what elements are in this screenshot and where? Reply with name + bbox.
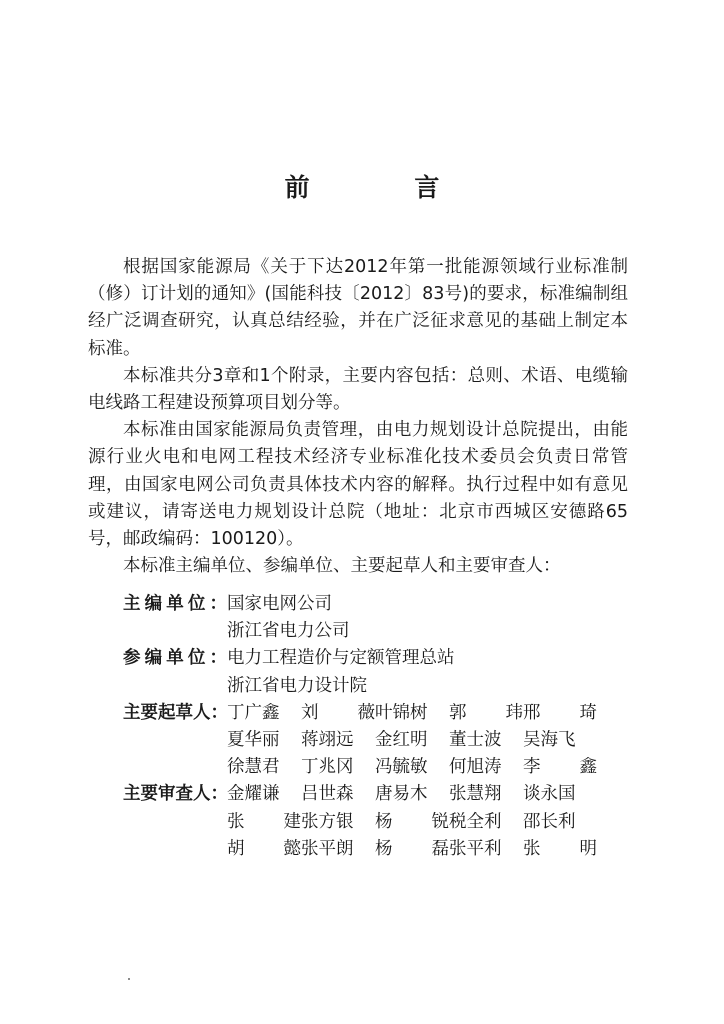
drafter-name: 夏 华 丽 (227, 729, 280, 750)
drafter-name: 叶 锦 树 (375, 702, 428, 723)
chief-editor-label: 主 编 单 位 ： (123, 594, 227, 614)
page-title: 前 言 (284, 173, 488, 202)
reviewer-label: 主 要 审 查 人 ： (123, 784, 228, 805)
co-editor-row (123, 673, 597, 700)
drafter-name: 冯 毓 敏 (375, 757, 428, 778)
preface-body (88, 254, 628, 580)
reviewer-row (123, 781, 597, 808)
chief-editor-row (123, 591, 597, 618)
reviewer-name: 张 平 朗 (301, 838, 354, 859)
drafter-name: 吴 海 飞 (523, 729, 576, 750)
chief-editor-org: 浙江省电力公司 (227, 621, 350, 642)
drafter-name: 何 旭 涛 (449, 757, 502, 778)
staff-list (123, 591, 597, 863)
drafter-name: 邢 琦 (523, 702, 597, 723)
reviewer-name: 张 平 利 (449, 838, 502, 859)
drafter-name: 丁 兆 冈 (301, 757, 354, 778)
co-editor-org: 电力工程造价与定额管理总站 (227, 648, 455, 669)
reviewer-row (123, 809, 597, 836)
drafter-name: 李 鑫 (523, 757, 597, 778)
reviewer-name: 张 明 (523, 838, 597, 859)
reviewer-row (123, 836, 597, 863)
reviewer-name: 唐 易 木 (375, 784, 428, 805)
reviewer-name: 吕 世 森 (301, 784, 354, 805)
drafter-name: 金 红 明 (375, 729, 428, 750)
drafter-name: 徐 慧 君 (227, 757, 280, 778)
reviewer-name: 杨 磊 (375, 838, 449, 859)
chief-editor-org: 国家电网公司 (227, 594, 332, 614)
reviewer-name: 谈 永 国 (523, 784, 576, 805)
paragraph-management: 本标准由国家能源局负责管理，由电力规划设计总院提出，由能源行业火电和电网工程技术经济专业标准化技术委员会负责日常管理，由国家电网公司负责具体技术内容的解释。执行过程中如有意见或建议，请寄送电力规划设计总院（地址：北京市西城区安德路65号，邮政编码：100120）。 (88, 420, 628, 550)
reviewer-name: 金 耀 谦 (227, 784, 280, 805)
co-editor-row (123, 645, 597, 672)
reviewer-name: 杨 锐 (375, 811, 449, 832)
drafter-row (123, 700, 597, 727)
reviewer-name: 胡 懿 (227, 838, 301, 859)
drafter-label: 主 要 起 草 人 ： (123, 702, 228, 723)
drafter-name: 丁 广 鑫 (227, 702, 280, 723)
drafter-row (123, 727, 597, 754)
reviewer-name: 张 慧 翔 (449, 784, 502, 805)
people-list (123, 700, 597, 863)
reviewer-name: 邵 长 利 (523, 811, 576, 832)
drafter-name: 董 士 波 (449, 729, 502, 750)
co-editor-label: 参 编 单 位 ： (123, 648, 227, 669)
paragraph-basis: 根据国家能源局《关于下达2012年第一批能源领域行业标准制（修）订计划的通知》(国能科技〔2012〕83号)的要求，标准编制组经广泛调查研究，认真总结经验，并在广泛征求意见的基础上制定本标准。 (88, 257, 628, 359)
page-speck (128, 978, 130, 980)
reviewer-name: 税 全 利 (449, 811, 502, 832)
drafter-row (123, 754, 597, 781)
paragraph-structure: 本标准共分3章和1个附录，主要内容包括：总则、术语、电缆输电线路工程建设预算项目划分等。 (88, 365, 628, 414)
drafter-name: 郭 玮 (449, 702, 523, 723)
reviewer-name: 张 方 银 (301, 811, 354, 832)
chief-editor-row (123, 618, 597, 645)
paragraph-intro-staff: 本标准主编单位、参编单位、主要起草人和主要审查人： (123, 556, 561, 577)
reviewer-name: 张 建 (227, 811, 301, 832)
co-editor-org: 浙江省电力设计院 (227, 675, 367, 696)
drafter-name: 刘 薇 (301, 702, 375, 723)
drafter-name: 蒋 翊 远 (301, 729, 354, 750)
